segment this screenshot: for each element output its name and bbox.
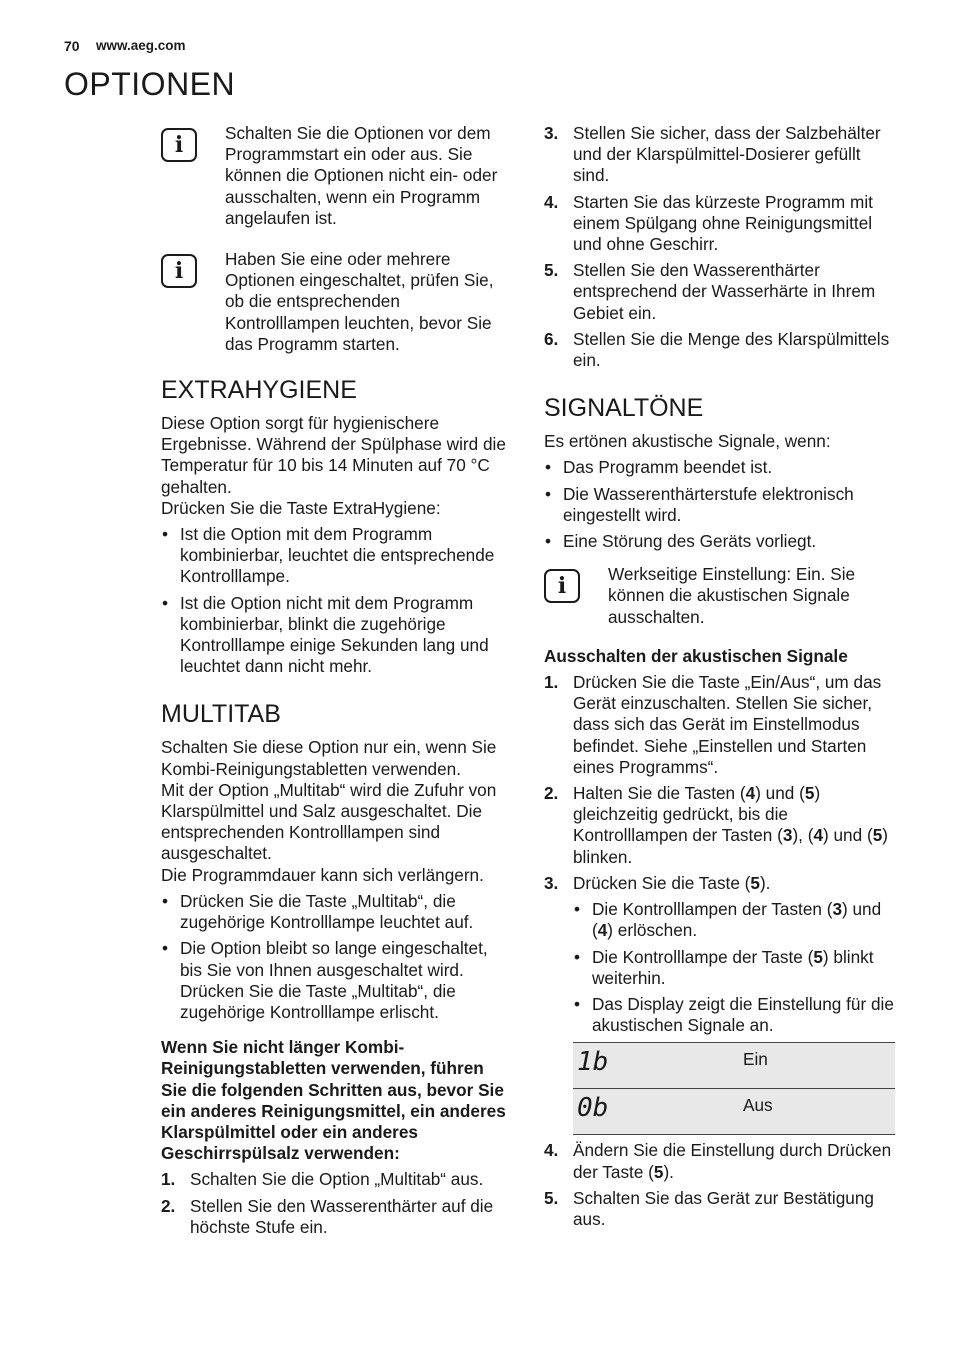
bullet-list xyxy=(573,899,899,1036)
page-number: 70 xyxy=(64,38,80,54)
paragraph: Die Programmdauer kann sich verlängern. xyxy=(161,864,484,885)
steps-list xyxy=(544,123,899,371)
list-item: • Die Kontrolllampen der Tasten (3) und (4) erlöschen. xyxy=(573,899,899,941)
paragraph: Drücken Sie die Taste ExtraHygiene: xyxy=(161,497,441,518)
step-number: 4. xyxy=(544,1140,559,1161)
list-item: • Das Display zeigt die Einstellung für die akustischen Signale an. xyxy=(573,994,899,1036)
list-item xyxy=(544,123,899,187)
step-text: Schalten Sie die Option „Multitab“ aus. xyxy=(190,1169,484,1190)
step-text: Stellen Sie sicher, dass der Salzbehälter und der Klarspülmittel-Dosierer gefüllt sind. xyxy=(573,123,881,186)
steps-list xyxy=(544,1140,899,1230)
table-row xyxy=(573,1043,895,1089)
step-text: Drücken Sie die Taste „Ein/Aus“, um das Gerät einzuschalten. Stellen Sie sicher, dass sich das Gerät im Einstellmodus befindet. Siehe „Einstellen und Starten eines Programms“. xyxy=(573,672,882,777)
step-number: 2. xyxy=(161,1195,176,1216)
website: www.aeg.com xyxy=(96,38,186,53)
table-row xyxy=(573,1089,895,1135)
list-item: • Die Option bleibt so lange eingeschaltet, bis Sie von Ihnen ausgeschaltet wird. Drücken Sie die Taste „Multitab“, die zugehörige Kontrolllampe erlischt. xyxy=(161,938,511,1023)
list-item xyxy=(161,1196,511,1238)
steps-list xyxy=(544,672,899,894)
bullet-list xyxy=(544,457,899,552)
note-text: Haben Sie eine oder mehrere Optionen eingeschaltet, prüfen Sie, ob die entsprechenden Kontrolllampen leuchten, bevor Sie das Programm starten. xyxy=(225,249,494,354)
step-text: Stellen Sie den Wasserenthärter entsprechend der Wasserhärte in Ihrem Gebiet ein. xyxy=(573,260,876,323)
step-number: 5. xyxy=(544,260,559,281)
list-item: • Die Wasserenthärterstufe elektronisch eingestellt wird. xyxy=(544,484,899,526)
list-item xyxy=(544,192,899,256)
table-cell: Aus xyxy=(739,1089,895,1135)
list-item xyxy=(544,260,899,324)
paragraph: Es ertönen akustische Signale, wenn: xyxy=(544,431,831,452)
list-item xyxy=(544,1140,899,1182)
page-title: OPTIONEN xyxy=(64,66,236,102)
step-text: Drücken Sie die Taste (5). xyxy=(573,872,771,893)
table-cell: Ein xyxy=(739,1043,895,1089)
step-text: Stellen Sie die Menge des Klarspülmittels ein. xyxy=(573,328,890,371)
list-item: • Eine Störung des Geräts vorliegt. xyxy=(544,531,899,552)
paragraph: Mit der Option „Multitab“ wird die Zufuhr von Klarspülmittel und Salz ausgeschaltet. Die entsprechenden Kontrolllampen sind ausgeschaltet. xyxy=(161,779,497,864)
list-item: • Ist die Option nicht mit dem Programm kombinierbar, blinkt die zugehörige Kontrolllampe einige Sekunden lang und leuchtet dann nicht mehr. xyxy=(161,593,511,678)
list-item xyxy=(161,1169,511,1190)
list-item xyxy=(544,873,899,894)
list-item xyxy=(544,329,899,371)
list-item: • Die Kontrolllampe der Taste (5) blinkt weiterhin. xyxy=(573,947,899,989)
note-text: Schalten Sie die Optionen vor dem Programmstart ein oder aus. Sie können die Optionen nicht ein- oder ausschalten, wenn ein Programm angelaufen ist. xyxy=(225,123,498,228)
step-number: 3. xyxy=(544,123,559,143)
bullet-list xyxy=(161,524,511,677)
list-item: • Das Programm beendet ist. xyxy=(544,457,899,478)
step-text: Stellen Sie den Wasserenthärter auf die höchste Stufe ein. xyxy=(190,1195,494,1237)
bold-note: Wenn Sie nicht länger Kombi-Reinigungstabletten verwenden, führen Sie die folgenden Schritten aus, bevor Sie ein anderes Reinigungsmittel, ein anderes Klarspülmittel oder ein anderes Geschirrspülsalz verwenden: xyxy=(161,1037,506,1164)
paragraph: Diese Option sorgt für hygienischere Ergebnisse. Während der Spülphase wird die Temperatur für 10 bis 14 Minuten auf 70 °C gehalten. xyxy=(161,413,506,497)
section-heading-multitab: MULTITAB xyxy=(161,700,281,729)
right-column xyxy=(544,123,899,1230)
step-text: Halten Sie die Tasten (4) und (5) gleichzeitig gedrückt, bis die Kontrolllampen der Tasten (3), (4) und (5) blinken. xyxy=(573,783,888,867)
info-note xyxy=(161,249,511,355)
step-number: 1. xyxy=(544,672,559,693)
signal-settings-table xyxy=(573,1042,895,1135)
step-number: 6. xyxy=(544,328,559,349)
step-number: 5. xyxy=(544,1187,559,1208)
note-text: Werkseitige Einstellung: Ein. Sie können die akustischen Signale ausschalten. xyxy=(608,564,856,627)
step-number: 2. xyxy=(544,783,559,804)
step-text: Schalten Sie das Gerät zur Bestätigung aus. xyxy=(573,1187,874,1229)
paragraph: Schalten Sie diese Option nur ein, wenn Sie Kombi-Reinigungstabletten verwenden. xyxy=(161,737,497,779)
list-item: • Ist die Option mit dem Programm kombinierbar, leuchtet die entsprechende Kontrolllampe. xyxy=(161,524,511,588)
bullet-list xyxy=(161,891,511,1023)
step-text: Ändern Sie die Einstellung durch Drücken der Taste (5). xyxy=(573,1140,892,1182)
list-item xyxy=(544,783,899,868)
step-text: Starten Sie das kürzeste Programm mit einem Spülgang ohne Reinigungsmittel und ohne Geschirr. xyxy=(573,191,873,255)
step-number: 4. xyxy=(544,191,559,212)
info-icon: i xyxy=(161,254,197,288)
info-note xyxy=(544,564,899,628)
step-number: 3. xyxy=(544,872,559,893)
step-number: 1. xyxy=(161,1169,176,1190)
info-icon: i xyxy=(544,569,580,603)
section-heading-extrahygiene: EXTRAHYGIENE xyxy=(161,376,357,405)
display-symbol: 0b xyxy=(573,1089,739,1135)
list-item: • Drücken Sie die Taste „Multitab“, die zugehörige Kontrolllampe leuchtet auf. xyxy=(161,891,511,933)
list-item xyxy=(544,672,899,778)
info-icon: i xyxy=(161,128,197,162)
left-column xyxy=(161,123,511,1238)
section-heading-signaltoene: SIGNALTÖNE xyxy=(544,394,704,423)
display-symbol: 1b xyxy=(573,1043,739,1089)
list-item xyxy=(544,1188,899,1230)
info-note xyxy=(161,123,511,229)
subheading: Ausschalten der akustischen Signale xyxy=(544,645,848,666)
steps-list xyxy=(161,1169,511,1238)
